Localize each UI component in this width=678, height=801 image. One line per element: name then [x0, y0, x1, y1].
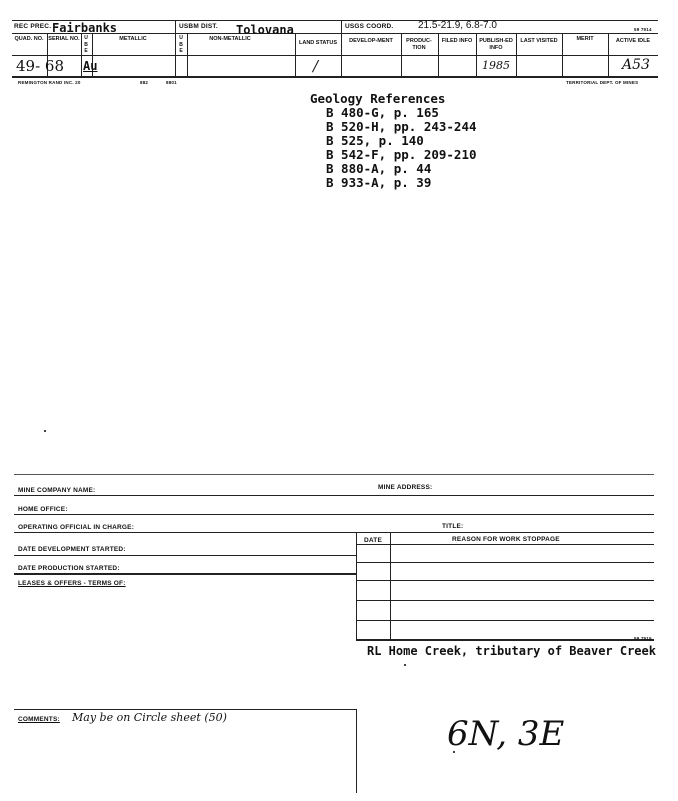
official-rule — [14, 532, 654, 533]
col-ube-1: U B E — [84, 35, 88, 54]
footer-left-2: 882 — [140, 80, 149, 85]
col-div-c — [295, 33, 296, 76]
geology-ref: B 525, p. 140 — [326, 133, 424, 148]
comments-right-border — [356, 709, 357, 793]
date-production-label: DATE PRODUCTION STARTED: — [18, 565, 120, 572]
col-development: DEVELOP-MENT — [349, 38, 393, 44]
footer-left: REMINGTON RAND INC. 20 — [18, 80, 81, 85]
record-land-status: / — [313, 57, 319, 75]
col-published-info: PUBLISH-ED INFO — [479, 38, 513, 51]
col-merit: MERIT — [576, 36, 594, 42]
record-active-idle: A53 — [622, 57, 650, 73]
col-div-e — [438, 33, 439, 76]
stoppage-header-rule — [356, 544, 654, 545]
production-rule — [14, 573, 356, 575]
col-last-visited: LAST VISITED — [520, 38, 558, 44]
col-metallic: METALLIC — [119, 36, 147, 42]
stoppage-row-rule — [356, 562, 654, 563]
mine-company-name-label: MINE COMPANY NAME: — [18, 487, 96, 494]
geology-ref: B 480-G, p. 165 — [326, 105, 439, 120]
hdr-divider-1 — [175, 20, 176, 76]
stoppage-reason-header: REASON FOR WORK STOPPAGE — [452, 536, 560, 543]
stoppage-bottom-rule — [356, 639, 654, 641]
usbm-dist-label: USBM DIST. — [179, 23, 218, 30]
geology-ref-list — [326, 106, 477, 190]
stoppage-date-divider — [390, 532, 391, 639]
title-label: TITLE: — [442, 523, 464, 530]
home-office-label: HOME OFFICE: — [18, 506, 68, 513]
home-office-rule — [14, 514, 654, 515]
record-bottom-rule — [12, 76, 658, 78]
col-div-h — [562, 33, 563, 76]
record-published-info: 1985 — [482, 59, 510, 72]
usbm-dist-value: Tolovana — [236, 23, 294, 37]
stoppage-row-rule — [356, 600, 654, 601]
geology-ref: B 542-F, pp. 209-210 — [326, 147, 477, 162]
lower-top-rule — [14, 474, 654, 475]
usgs-coord-value: 21.5-21.9, 6.8-7.0 — [418, 20, 497, 31]
speck-mark — [44, 430, 46, 432]
footer-left-3: 8801 — [166, 80, 177, 85]
comments-label: COMMENTS: — [18, 716, 60, 723]
record-metallic-code: Au — [83, 59, 98, 73]
col-div-i — [608, 33, 609, 76]
comments-top-rule — [14, 709, 356, 710]
footer-right: TERRITORIAL DEPT. OF MINES — [566, 80, 639, 85]
location-note: RL Home Creek, tributary of Beaver Creek — [367, 644, 656, 658]
col-quad-no: QUAD. NO. — [14, 36, 44, 42]
leases-label: LEASES & OFFERS - TERMS OF: — [18, 580, 126, 587]
stoppage-left-border — [356, 532, 357, 639]
col-land-status: LAND STATUS — [299, 40, 337, 46]
stoppage-row-rule — [356, 620, 654, 621]
form-number: 59 7914 — [634, 27, 652, 32]
handwritten-location: 6N, 3E — [447, 714, 565, 754]
col-ube-2: U B E — [179, 35, 183, 54]
stoppage-row-rule — [356, 580, 654, 581]
stoppage-date-header: DATE — [364, 537, 383, 544]
date-development-label: DATE DEVELOPMENT STARTED: — [18, 546, 126, 553]
form-number-2: 59 7915 — [634, 636, 652, 641]
geology-ref: B 880-A, p. 44 — [326, 161, 432, 176]
operating-official-label: OPERATING OFFICIAL IN CHARGE: — [18, 524, 135, 531]
company-rule — [14, 495, 654, 496]
record-quad-serial: 49- 68 — [16, 57, 65, 75]
development-rule — [14, 555, 356, 556]
geology-ref: B 520-H, pp. 243-244 — [326, 119, 477, 134]
col-div-g — [516, 33, 517, 76]
geology-ref: B 933-A, p. 39 — [326, 175, 432, 190]
usgs-coord-label: USGS COORD. — [345, 23, 394, 30]
rec-prec-label: REC PREC. — [14, 23, 52, 30]
col-non-metallic: NON-METALLIC — [209, 36, 251, 42]
col-production: PRODUC-TION — [406, 38, 432, 51]
ube-div-2 — [187, 33, 188, 76]
col-div-f — [476, 33, 477, 76]
col-active-idle: ACTIVE IDLE — [615, 38, 651, 44]
rec-prec-value: Fairbanks — [52, 21, 118, 35]
speck-mark — [404, 664, 406, 666]
mine-address-label: MINE ADDRESS: — [378, 484, 433, 491]
col-filed-info: FILED INFO — [441, 38, 473, 44]
geology-title: Geology References — [310, 91, 446, 106]
hdr-divider-2 — [341, 20, 342, 76]
comments-value: May be on Circle sheet (50) — [72, 711, 227, 724]
col-serial-no: SERIAL NO. — [48, 36, 80, 42]
